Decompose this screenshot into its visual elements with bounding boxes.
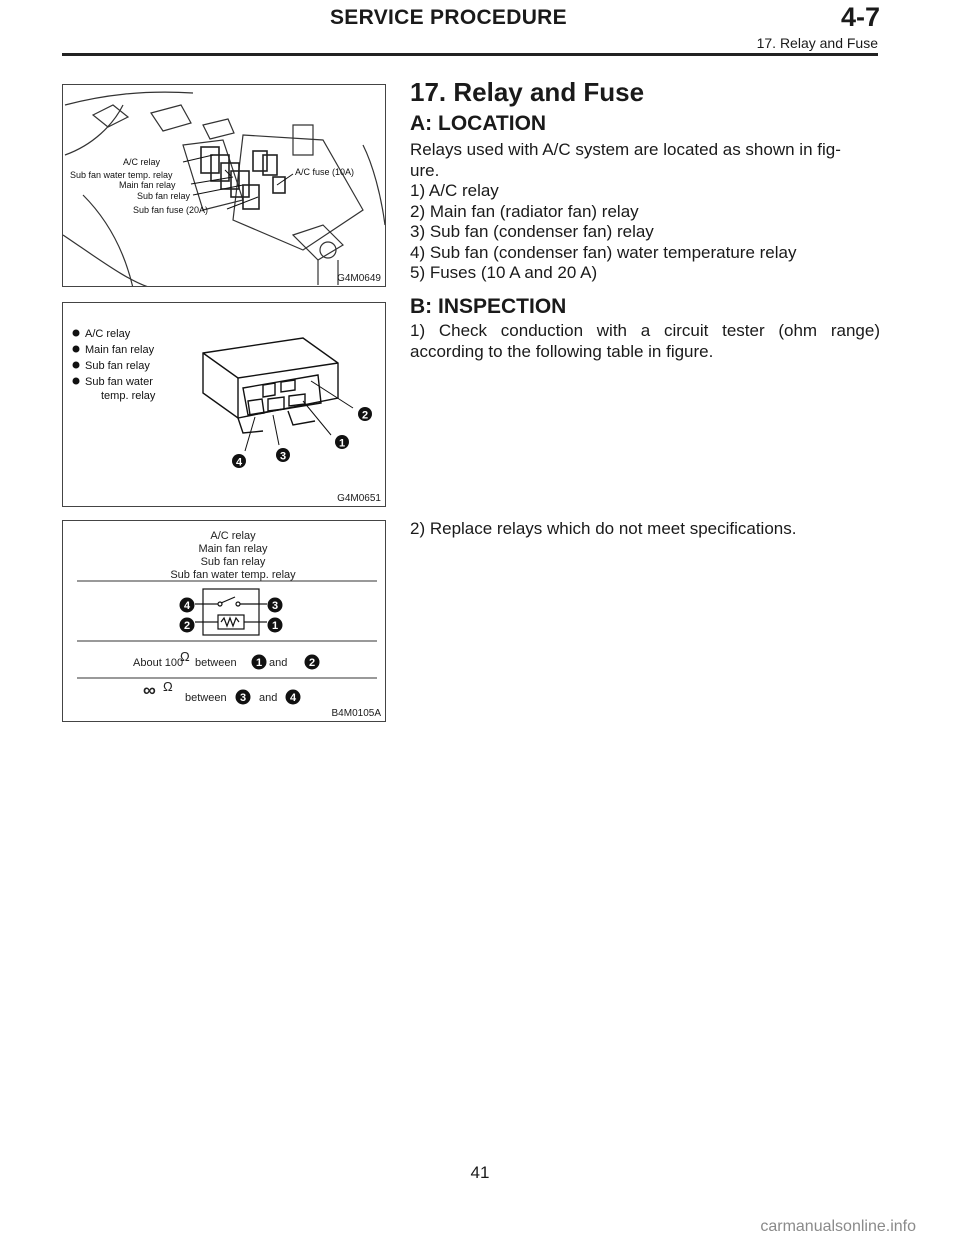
row1-pin-2: 2: [308, 657, 316, 669]
header-rule: [62, 53, 878, 56]
page-number: 41: [470, 1163, 490, 1182]
row2-pin-3: 3: [239, 692, 247, 704]
header-subtitle: 17. Relay and Fuse: [756, 35, 878, 51]
list-item: 5) Fuses (10 A and 20 A): [410, 263, 598, 282]
engine-bay-drawing: [63, 85, 386, 287]
bullet-icon: [73, 362, 80, 369]
location-text: [410, 140, 880, 284]
row2-pin-4: 4: [289, 692, 297, 704]
fig3-name-sub-fan-water-temp-relay: Sub fan water temp. relay: [170, 569, 296, 581]
inspection-step1: 1) Check conduction with a circuit tester (ohm range) according to the following table in figure.: [410, 321, 880, 361]
inspection-heading: B: INSPECTION: [410, 295, 567, 318]
watermark: carmanualsonline.info: [760, 1218, 916, 1235]
location-intro-line2: ure.: [410, 160, 440, 180]
fig3-schem-pin-3: 3: [271, 600, 279, 612]
fig2-bullet-sub-fan-water: Sub fan water: [85, 376, 153, 388]
fig3-schem-pin-2: 2: [183, 620, 191, 632]
list-item: 3) Sub fan (condenser fan) relay: [410, 222, 654, 241]
ohm-icon: Ω: [163, 679, 173, 694]
fig2-pin-4: 4: [235, 456, 243, 469]
fig1-label-sub-fan-fuse: Sub fan fuse (20A): [133, 205, 209, 215]
inspection-step2: 2) Replace relays which do not meet specifications.: [410, 519, 797, 538]
fig2-bullet-cont: temp. relay: [101, 390, 156, 402]
bullet-icon: [73, 378, 80, 385]
ohm-icon: Ω: [180, 649, 190, 664]
conduction-table: [63, 521, 386, 722]
fig2-pin-1: 1: [338, 437, 346, 450]
relay-drawing: [63, 303, 386, 507]
fig1-label-sub-fan-water-temp-relay: Sub fan water temp. relay: [70, 170, 173, 180]
fig2-bullet-main-fan-relay: Main fan relay: [85, 344, 155, 356]
infinity-icon: ∞: [143, 680, 156, 700]
fig3-schem-pin-4: 4: [183, 600, 191, 612]
chapter-number: 4-7: [840, 2, 880, 32]
figure-code: B4M0105A: [331, 708, 381, 719]
list-item: 4) Sub fan (condenser fan) water temperature relay: [410, 242, 797, 262]
fig1-label-ac-relay: A/C relay: [123, 157, 161, 167]
bullet-icon: [73, 330, 80, 337]
fig2-bullet-ac-relay: A/C relay: [85, 328, 131, 340]
row1-about: About 100: [133, 657, 184, 669]
row2-between: between: [185, 692, 227, 704]
relay-connector-figure: [62, 302, 386, 507]
fig3-name-main-fan-relay: Main fan relay: [198, 543, 268, 555]
fig3-schem-pin-1: 1: [271, 620, 279, 632]
figure-code: G4M0649: [337, 273, 381, 284]
fig1-label-sub-fan-relay: Sub fan relay: [137, 191, 191, 201]
section-header: SERVICE PROCEDURE: [330, 6, 567, 29]
list-item: 1) A/C relay: [410, 181, 499, 200]
row1-between: between: [195, 657, 237, 669]
page-title: 17. Relay and Fuse: [410, 77, 645, 107]
fig2-pin-3: 3: [279, 450, 287, 463]
row2-and: and: [259, 692, 278, 704]
fig3-name-sub-fan-relay: Sub fan relay: [200, 556, 266, 568]
row1-and: and: [269, 657, 288, 669]
fig1-label-ac-fuse: A/C fuse (10A): [295, 167, 355, 177]
bullet-icon: [73, 346, 80, 353]
location-intro-line1: Relays used with A/C system are located as shown in fig-: [410, 140, 841, 159]
figure-code: G4M0651: [337, 493, 381, 504]
location-heading: A: LOCATION: [410, 112, 547, 135]
row1-pin-1: 1: [255, 657, 263, 669]
location-figure: [62, 84, 386, 287]
fig3-name-ac-relay: A/C relay: [210, 530, 256, 542]
fig1-label-main-fan-relay: Main fan relay: [119, 180, 176, 190]
fig2-pin-2: 2: [361, 409, 369, 422]
list-item: 2) Main fan (radiator fan) relay: [410, 201, 639, 221]
fig2-bullet-sub-fan-relay: Sub fan relay: [85, 360, 150, 372]
conduction-table-figure: [62, 520, 386, 722]
